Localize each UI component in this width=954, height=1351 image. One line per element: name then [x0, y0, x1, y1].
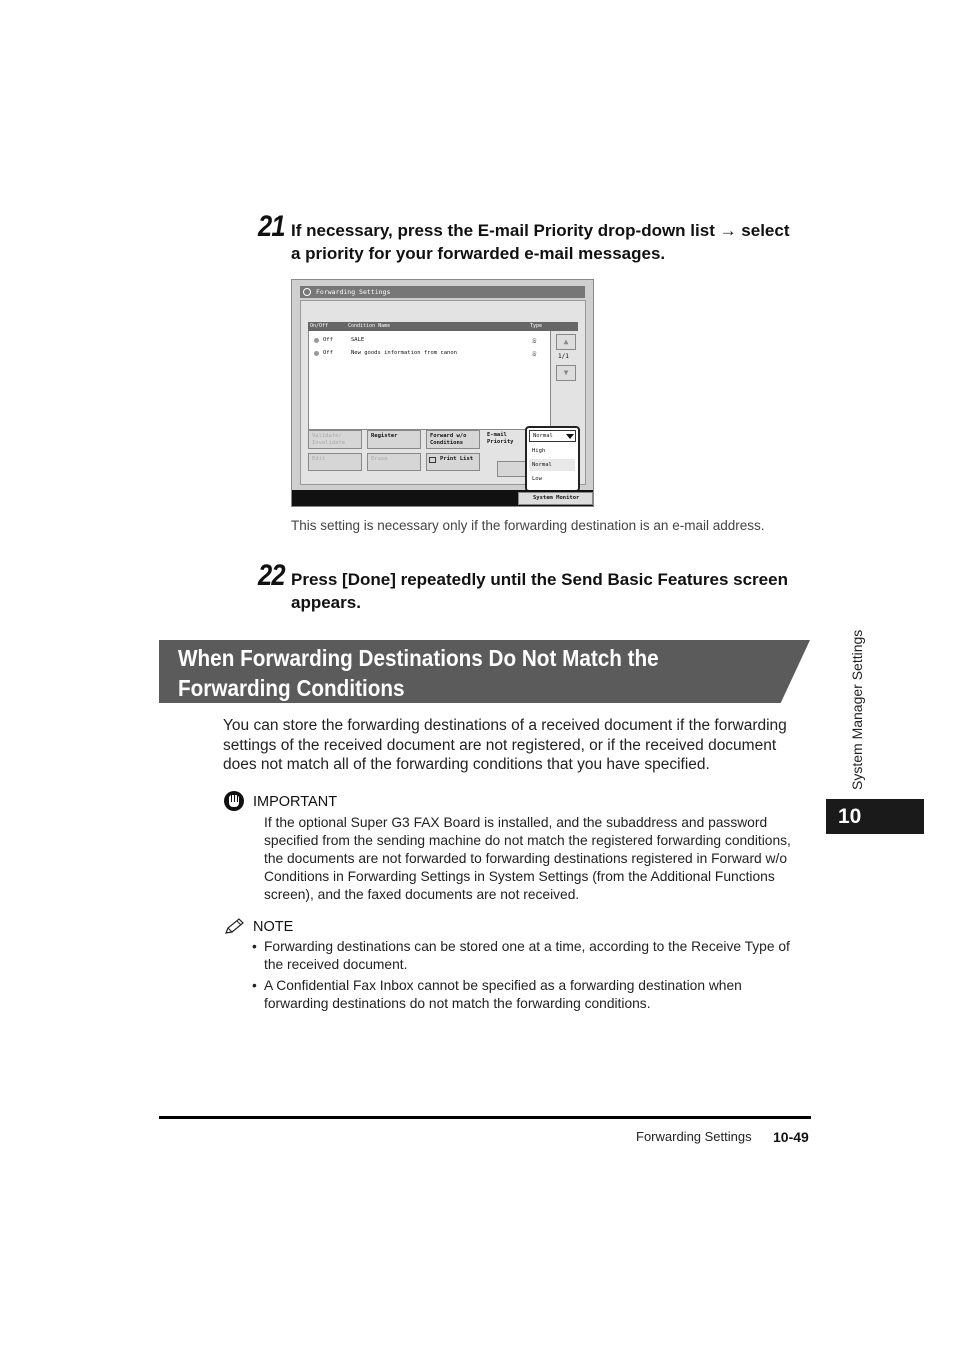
footer-section: Forwarding Settings	[636, 1129, 752, 1144]
erase-button[interactable]: Erase	[367, 453, 421, 471]
step-text-line: If necessary, press the E-mail Priority drop-down list → select	[291, 221, 790, 240]
row-status: Off	[323, 337, 333, 343]
status-dot-icon	[314, 351, 319, 356]
print-list-button[interactable]: Print List	[426, 453, 480, 471]
note-item-line: A Confidential Fax Inbox cannot be specified as a forwarding destination when	[264, 978, 742, 993]
dropdown-option[interactable]: Low	[532, 476, 542, 482]
email-priority-label: E-mail Priority	[487, 432, 514, 445]
important-label: IMPORTANT	[253, 794, 338, 810]
step-text-line: appears.	[291, 593, 361, 612]
paragraph-line: settings of the received document are not registered, or if the received document	[223, 736, 777, 754]
status-dot-icon	[314, 338, 319, 343]
dropdown-selected[interactable]	[529, 430, 576, 442]
scroll-up-button[interactable]: ▲	[556, 334, 576, 350]
screenshot-forwarding-settings	[291, 279, 594, 507]
note-label: NOTE	[253, 919, 294, 935]
section-heading-line: Forwarding Conditions	[178, 675, 405, 701]
paragraph-line: You can store the forwarding destinations of a received document if the forwarding	[223, 717, 787, 734]
column-header: Condition Name	[348, 323, 391, 329]
side-label-text: System Manager Settings	[849, 629, 865, 790]
important-line: If the optional Super G3 FAX Board is installed, and the subaddress and password	[264, 815, 768, 830]
footer-page-number: 10-49	[773, 1129, 809, 1145]
row-name: SALE	[351, 337, 365, 343]
fax-type-icon: ☏	[532, 349, 537, 358]
email-priority-dropdown[interactable]	[525, 426, 580, 492]
important-hand-icon	[224, 791, 244, 811]
figure-caption: This setting is necessary only if the forwarding destination is an e-mail address.	[291, 518, 765, 533]
footer-rule	[159, 1116, 811, 1119]
note-item-line: Forwarding destinations can be stored one at a time, according to the Receive Type of	[264, 939, 790, 954]
note-item-line: the received document.	[264, 957, 408, 972]
section-heading	[178, 643, 659, 703]
note-item	[264, 938, 790, 974]
dropdown-option[interactable]: High	[532, 448, 546, 454]
chapter-tab: 10	[826, 799, 924, 834]
register-button[interactable]: Register	[367, 430, 421, 449]
side-section-label	[849, 605, 863, 790]
forward-without-conditions-button[interactable]: Forward w/o Conditions	[426, 430, 480, 449]
column-header: On/Off	[310, 323, 329, 329]
list-header	[308, 322, 578, 331]
note-pencil-icon	[224, 917, 246, 935]
intro-paragraph	[223, 716, 787, 775]
note-item-line: forwarding destinations do not match the forwarding conditions.	[264, 996, 651, 1011]
paragraph-line: does not match all of the forwarding conditions that you have specified.	[223, 756, 710, 773]
bullet: •	[252, 939, 257, 954]
important-text	[264, 814, 791, 904]
settings-icon	[303, 288, 311, 296]
important-line: screen), and the faxed documents are not received.	[264, 887, 580, 902]
row-name: New goods information from canon	[351, 350, 457, 356]
dropdown-selected-value: Normal	[533, 433, 553, 439]
screen-title: Forwarding Settings	[300, 286, 585, 298]
printer-icon	[429, 457, 436, 463]
section-heading-line: When Forwarding Destinations Do Not Match the	[178, 645, 659, 671]
page-indicator: 1/1	[558, 353, 569, 360]
step-text	[291, 568, 788, 614]
scroll-down-button[interactable]: ▼	[556, 365, 576, 381]
system-monitor-button[interactable]: System Monitor	[518, 492, 593, 505]
step-text-line: Press [Done] repeatedly until the Send Basic Features screen	[291, 570, 788, 589]
step-number: 22	[258, 559, 285, 592]
note-item	[264, 977, 742, 1013]
important-line: the documents are not forwarded to forwarding destinations registered in Forward w/o	[264, 851, 788, 866]
step-text-line: a priority for your forwarded e-mail messages.	[291, 244, 666, 263]
fax-type-icon: ☏	[532, 336, 537, 345]
column-header: Type	[530, 323, 543, 329]
bullet: •	[252, 978, 257, 993]
important-line: specified from the sending machine do not match the registered forwarding conditions,	[264, 833, 791, 848]
condition-list	[308, 322, 551, 430]
done-button[interactable]	[497, 461, 527, 477]
step-number: 21	[258, 210, 285, 243]
important-line: Conditions in Forwarding Settings in System Settings (from the Additional Functions	[264, 869, 775, 884]
chevron-down-icon	[566, 434, 574, 439]
step-text	[291, 219, 790, 265]
validate-invalidate-button[interactable]: Validate/ Invalidate	[308, 430, 362, 449]
dropdown-option[interactable]: Normal	[532, 462, 552, 468]
row-status: Off	[323, 350, 333, 356]
edit-button[interactable]: Edit	[308, 453, 362, 471]
